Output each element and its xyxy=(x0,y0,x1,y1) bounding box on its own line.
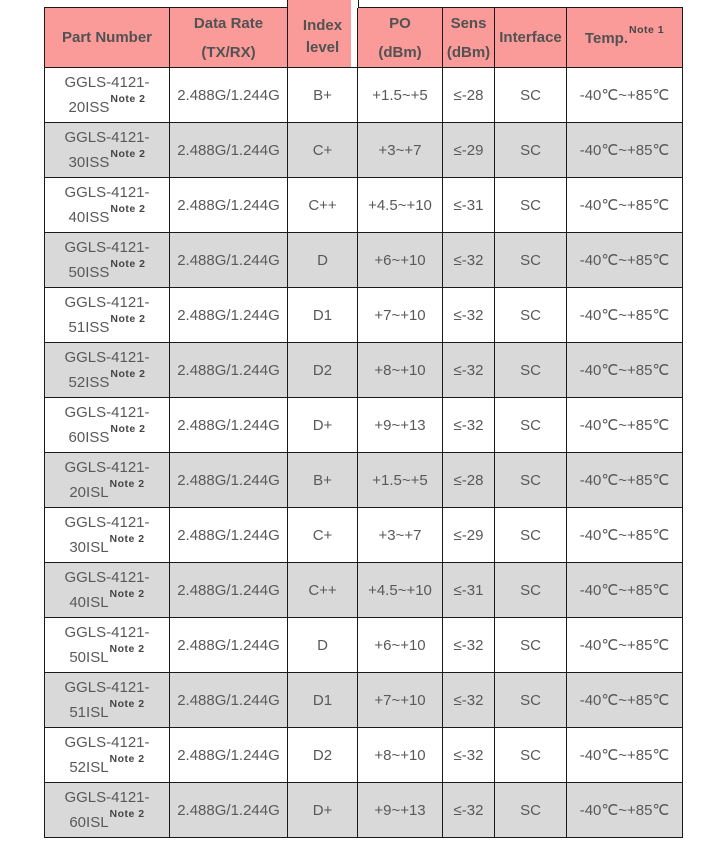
part-note-superscript: Note 2 xyxy=(109,588,145,600)
cell-part-number xyxy=(44,508,170,563)
cell-interface: SC xyxy=(495,288,567,343)
cell-index-level: D xyxy=(288,618,358,673)
cell-po: +3~+7 xyxy=(358,123,443,178)
part-number-line2: 40ISS$^{Note 2}$ xyxy=(68,203,146,226)
part-note-superscript: Note 2 xyxy=(109,478,145,490)
part-number-line1: GGLS-4121- xyxy=(64,239,150,256)
cell-index-level: C+ xyxy=(288,508,358,563)
cell-index-level: B+ xyxy=(288,453,358,508)
cell-part-number xyxy=(44,453,170,508)
table-row xyxy=(44,563,683,618)
cell-sens: ≤-32 xyxy=(443,398,495,453)
header-index-line2: level xyxy=(305,39,340,56)
cell-index-level: C++ xyxy=(288,563,358,618)
cell-temp: -40℃~+85℃ xyxy=(567,233,683,288)
cell-data-rate: 2.488G/1.244G xyxy=(170,68,288,123)
cell-temp: -40℃~+85℃ xyxy=(567,178,683,233)
part-number-line2: 52ISL$^{Note 2}$ xyxy=(69,753,145,776)
temp-note-superscript: Note 1 xyxy=(628,24,665,36)
cell-data-rate: 2.488G/1.244G xyxy=(170,178,288,233)
cell-index-level: D1 xyxy=(288,288,358,343)
cell-sens: ≤-32 xyxy=(443,288,495,343)
cell-po: +8~+10 xyxy=(358,728,443,783)
cell-interface: SC xyxy=(495,123,567,178)
cell-interface: SC xyxy=(495,398,567,453)
table-row xyxy=(44,233,683,288)
cell-index-level: D+ xyxy=(288,783,358,838)
part-number-line1: GGLS-4121- xyxy=(64,624,150,641)
cell-part-number xyxy=(44,398,170,453)
table-row xyxy=(44,453,683,508)
cell-temp: -40℃~+85℃ xyxy=(567,783,683,838)
cell-temp: -40℃~+85℃ xyxy=(567,288,683,343)
cell-data-rate: 2.488G/1.244G xyxy=(170,673,288,728)
header-interface xyxy=(495,7,567,68)
cell-po: +9~+13 xyxy=(358,398,443,453)
part-number-line2: 30ISL$^{Note 2}$ xyxy=(69,533,145,556)
part-note-superscript: Note 2 xyxy=(109,753,145,765)
cell-part-number xyxy=(44,673,170,728)
header-data-rate xyxy=(170,7,288,68)
cell-part-number xyxy=(44,618,170,673)
part-note-superscript: Note 2 xyxy=(110,313,146,325)
part-number-line1: GGLS-4121- xyxy=(64,569,150,586)
cell-interface: SC xyxy=(495,673,567,728)
header-index-level xyxy=(288,7,358,68)
cell-sens: ≤-28 xyxy=(443,453,495,508)
part-number-line1: GGLS-4121- xyxy=(64,74,150,91)
header-sens-line1: Sens xyxy=(450,14,487,32)
cell-part-number xyxy=(44,563,170,618)
part-note-superscript: Note 2 xyxy=(109,533,145,545)
part-number-line1: GGLS-4121- xyxy=(64,459,150,476)
cell-interface: SC xyxy=(495,343,567,398)
table-row xyxy=(44,68,683,123)
cell-sens: ≤-28 xyxy=(443,68,495,123)
table-row xyxy=(44,783,683,838)
part-number-line2: 51ISS$^{Note 2}$ xyxy=(68,313,146,336)
cell-part-number xyxy=(44,233,170,288)
cell-temp: -40℃~+85℃ xyxy=(567,728,683,783)
cell-data-rate: 2.488G/1.244G xyxy=(170,508,288,563)
part-spec-table xyxy=(44,7,683,838)
part-number-line2: 52ISS$^{Note 2}$ xyxy=(68,368,146,391)
table-body xyxy=(44,68,683,838)
cell-sens: ≤-32 xyxy=(443,673,495,728)
part-note-superscript: Note 2 xyxy=(110,203,146,215)
cell-temp: -40℃~+85℃ xyxy=(567,563,683,618)
header-po xyxy=(358,7,443,68)
part-number-line1: GGLS-4121- xyxy=(64,734,150,751)
cell-sens: ≤-29 xyxy=(443,123,495,178)
header-data-rate-line2: (TX/RX) xyxy=(201,43,256,61)
cell-data-rate: 2.488G/1.244G xyxy=(170,343,288,398)
cell-data-rate: 2.488G/1.244G xyxy=(170,288,288,343)
header-part-number-label: Part Number xyxy=(61,29,153,46)
cell-part-number xyxy=(44,343,170,398)
cell-part-number xyxy=(44,728,170,783)
part-note-superscript: Note 2 xyxy=(109,698,145,710)
table-row xyxy=(44,673,683,728)
cell-sens: ≤-32 xyxy=(443,343,495,398)
table-row xyxy=(44,178,683,233)
cell-interface: SC xyxy=(495,783,567,838)
cell-interface: SC xyxy=(495,728,567,783)
cell-index-level: B+ xyxy=(288,68,358,123)
cell-part-number xyxy=(44,178,170,233)
cell-po: +6~+10 xyxy=(358,233,443,288)
cell-sens: ≤-32 xyxy=(443,233,495,288)
index-header-highlight-overhang xyxy=(287,0,359,8)
cell-temp: -40℃~+85℃ xyxy=(567,68,683,123)
cell-sens: ≤-29 xyxy=(443,508,495,563)
cell-sens: ≤-32 xyxy=(443,728,495,783)
table-row xyxy=(44,343,683,398)
cell-temp: -40℃~+85℃ xyxy=(567,618,683,673)
part-note-superscript: Note 2 xyxy=(110,423,146,435)
cell-data-rate: 2.488G/1.244G xyxy=(170,453,288,508)
cell-index-level: D2 xyxy=(288,728,358,783)
table-row xyxy=(44,728,683,783)
table-row xyxy=(44,508,683,563)
part-number-line2: 50ISL$^{Note 2}$ xyxy=(69,643,145,666)
cell-temp: -40℃~+85℃ xyxy=(567,453,683,508)
cell-sens: ≤-32 xyxy=(443,783,495,838)
header-po-line2: (dBm) xyxy=(378,43,422,61)
cell-interface: SC xyxy=(495,68,567,123)
cell-sens: ≤-32 xyxy=(443,618,495,673)
part-number-line2: 30ISS$^{Note 2}$ xyxy=(68,148,146,171)
header-interface-label: Interface xyxy=(499,29,562,46)
header-index-line1: Index xyxy=(302,17,343,34)
cell-part-number xyxy=(44,68,170,123)
cell-temp: -40℃~+85℃ xyxy=(567,508,683,563)
part-number-line2: 60ISS$^{Note 2}$ xyxy=(68,423,146,446)
part-number-line1: GGLS-4121- xyxy=(64,514,150,531)
part-number-line2: 51ISL$^{Note 2}$ xyxy=(69,698,145,721)
cell-data-rate: 2.488G/1.244G xyxy=(170,783,288,838)
part-number-line2: 60ISL$^{Note 2}$ xyxy=(69,808,145,831)
cell-sens: ≤-31 xyxy=(443,178,495,233)
part-number-line1: GGLS-4121- xyxy=(64,184,150,201)
part-number-line1: GGLS-4121- xyxy=(64,129,150,146)
cell-index-level: D+ xyxy=(288,398,358,453)
cell-part-number xyxy=(44,123,170,178)
header-po-line1: PO xyxy=(389,14,411,32)
header-data-rate-line1: Data Rate xyxy=(193,14,264,32)
cell-data-rate: 2.488G/1.244G xyxy=(170,233,288,288)
cell-data-rate: 2.488G/1.244G xyxy=(170,618,288,673)
cell-index-level: D2 xyxy=(288,343,358,398)
cell-data-rate: 2.488G/1.244G xyxy=(170,123,288,178)
cell-po: +1.5~+5 xyxy=(358,453,443,508)
part-note-superscript: Note 2 xyxy=(110,148,146,160)
part-note-superscript: Note 2 xyxy=(109,808,145,820)
cell-po: +3~+7 xyxy=(358,508,443,563)
cell-temp: -40℃~+85℃ xyxy=(567,398,683,453)
cell-temp: -40℃~+85℃ xyxy=(567,343,683,398)
cell-po: +4.5~+10 xyxy=(358,563,443,618)
part-number-line2: 50ISS$^{Note 2}$ xyxy=(68,258,146,281)
cell-interface: SC xyxy=(495,618,567,673)
cell-data-rate: 2.488G/1.244G xyxy=(170,398,288,453)
cell-part-number xyxy=(44,783,170,838)
header-temp-label: Temp. xyxy=(584,30,628,47)
cell-sens: ≤-31 xyxy=(443,563,495,618)
table-header xyxy=(44,7,683,68)
header-sens xyxy=(443,7,495,68)
cell-interface: SC xyxy=(495,563,567,618)
cell-index-level: D1 xyxy=(288,673,358,728)
table-row xyxy=(44,398,683,453)
header-part-number xyxy=(44,7,170,68)
part-note-superscript: Note 2 xyxy=(110,93,146,105)
cell-po: +4.5~+10 xyxy=(358,178,443,233)
cell-index-level: D xyxy=(288,233,358,288)
part-note-superscript: Note 2 xyxy=(109,643,145,655)
part-number-line1: GGLS-4121- xyxy=(64,679,150,696)
cell-interface: SC xyxy=(495,453,567,508)
cell-part-number xyxy=(44,288,170,343)
cell-index-level: C+ xyxy=(288,123,358,178)
cell-po: +8~+10 xyxy=(358,343,443,398)
part-number-line1: GGLS-4121- xyxy=(64,349,150,366)
cell-data-rate: 2.488G/1.244G xyxy=(170,563,288,618)
part-number-line2: 40ISL$^{Note 2}$ xyxy=(69,588,145,611)
part-number-line1: GGLS-4121- xyxy=(64,294,150,311)
part-number-line2: 20ISL$^{Note 2}$ xyxy=(69,478,145,501)
header-row xyxy=(44,7,683,68)
part-note-superscript: Note 2 xyxy=(110,258,146,270)
cell-po: +1.5~+5 xyxy=(358,68,443,123)
part-number-line1: GGLS-4121- xyxy=(64,789,150,806)
cell-temp: -40℃~+85℃ xyxy=(567,123,683,178)
cell-po: +7~+10 xyxy=(358,288,443,343)
cell-po: +9~+13 xyxy=(358,783,443,838)
table-row xyxy=(44,288,683,343)
header-sens-line2: (dBm) xyxy=(446,43,491,61)
cell-po: +6~+10 xyxy=(358,618,443,673)
cell-data-rate: 2.488G/1.244G xyxy=(170,728,288,783)
part-number-line1: GGLS-4121- xyxy=(64,404,150,421)
cell-po: +7~+10 xyxy=(358,673,443,728)
part-number-line2: 20ISS$^{Note 2}$ xyxy=(68,93,146,116)
table-row xyxy=(44,123,683,178)
cell-interface: SC xyxy=(495,508,567,563)
header-temp xyxy=(567,7,683,68)
cell-interface: SC xyxy=(495,178,567,233)
cell-interface: SC xyxy=(495,233,567,288)
cell-index-level: C++ xyxy=(288,178,358,233)
table-row xyxy=(44,618,683,673)
cell-temp: -40℃~+85℃ xyxy=(567,673,683,728)
part-note-superscript: Note 2 xyxy=(110,368,146,380)
